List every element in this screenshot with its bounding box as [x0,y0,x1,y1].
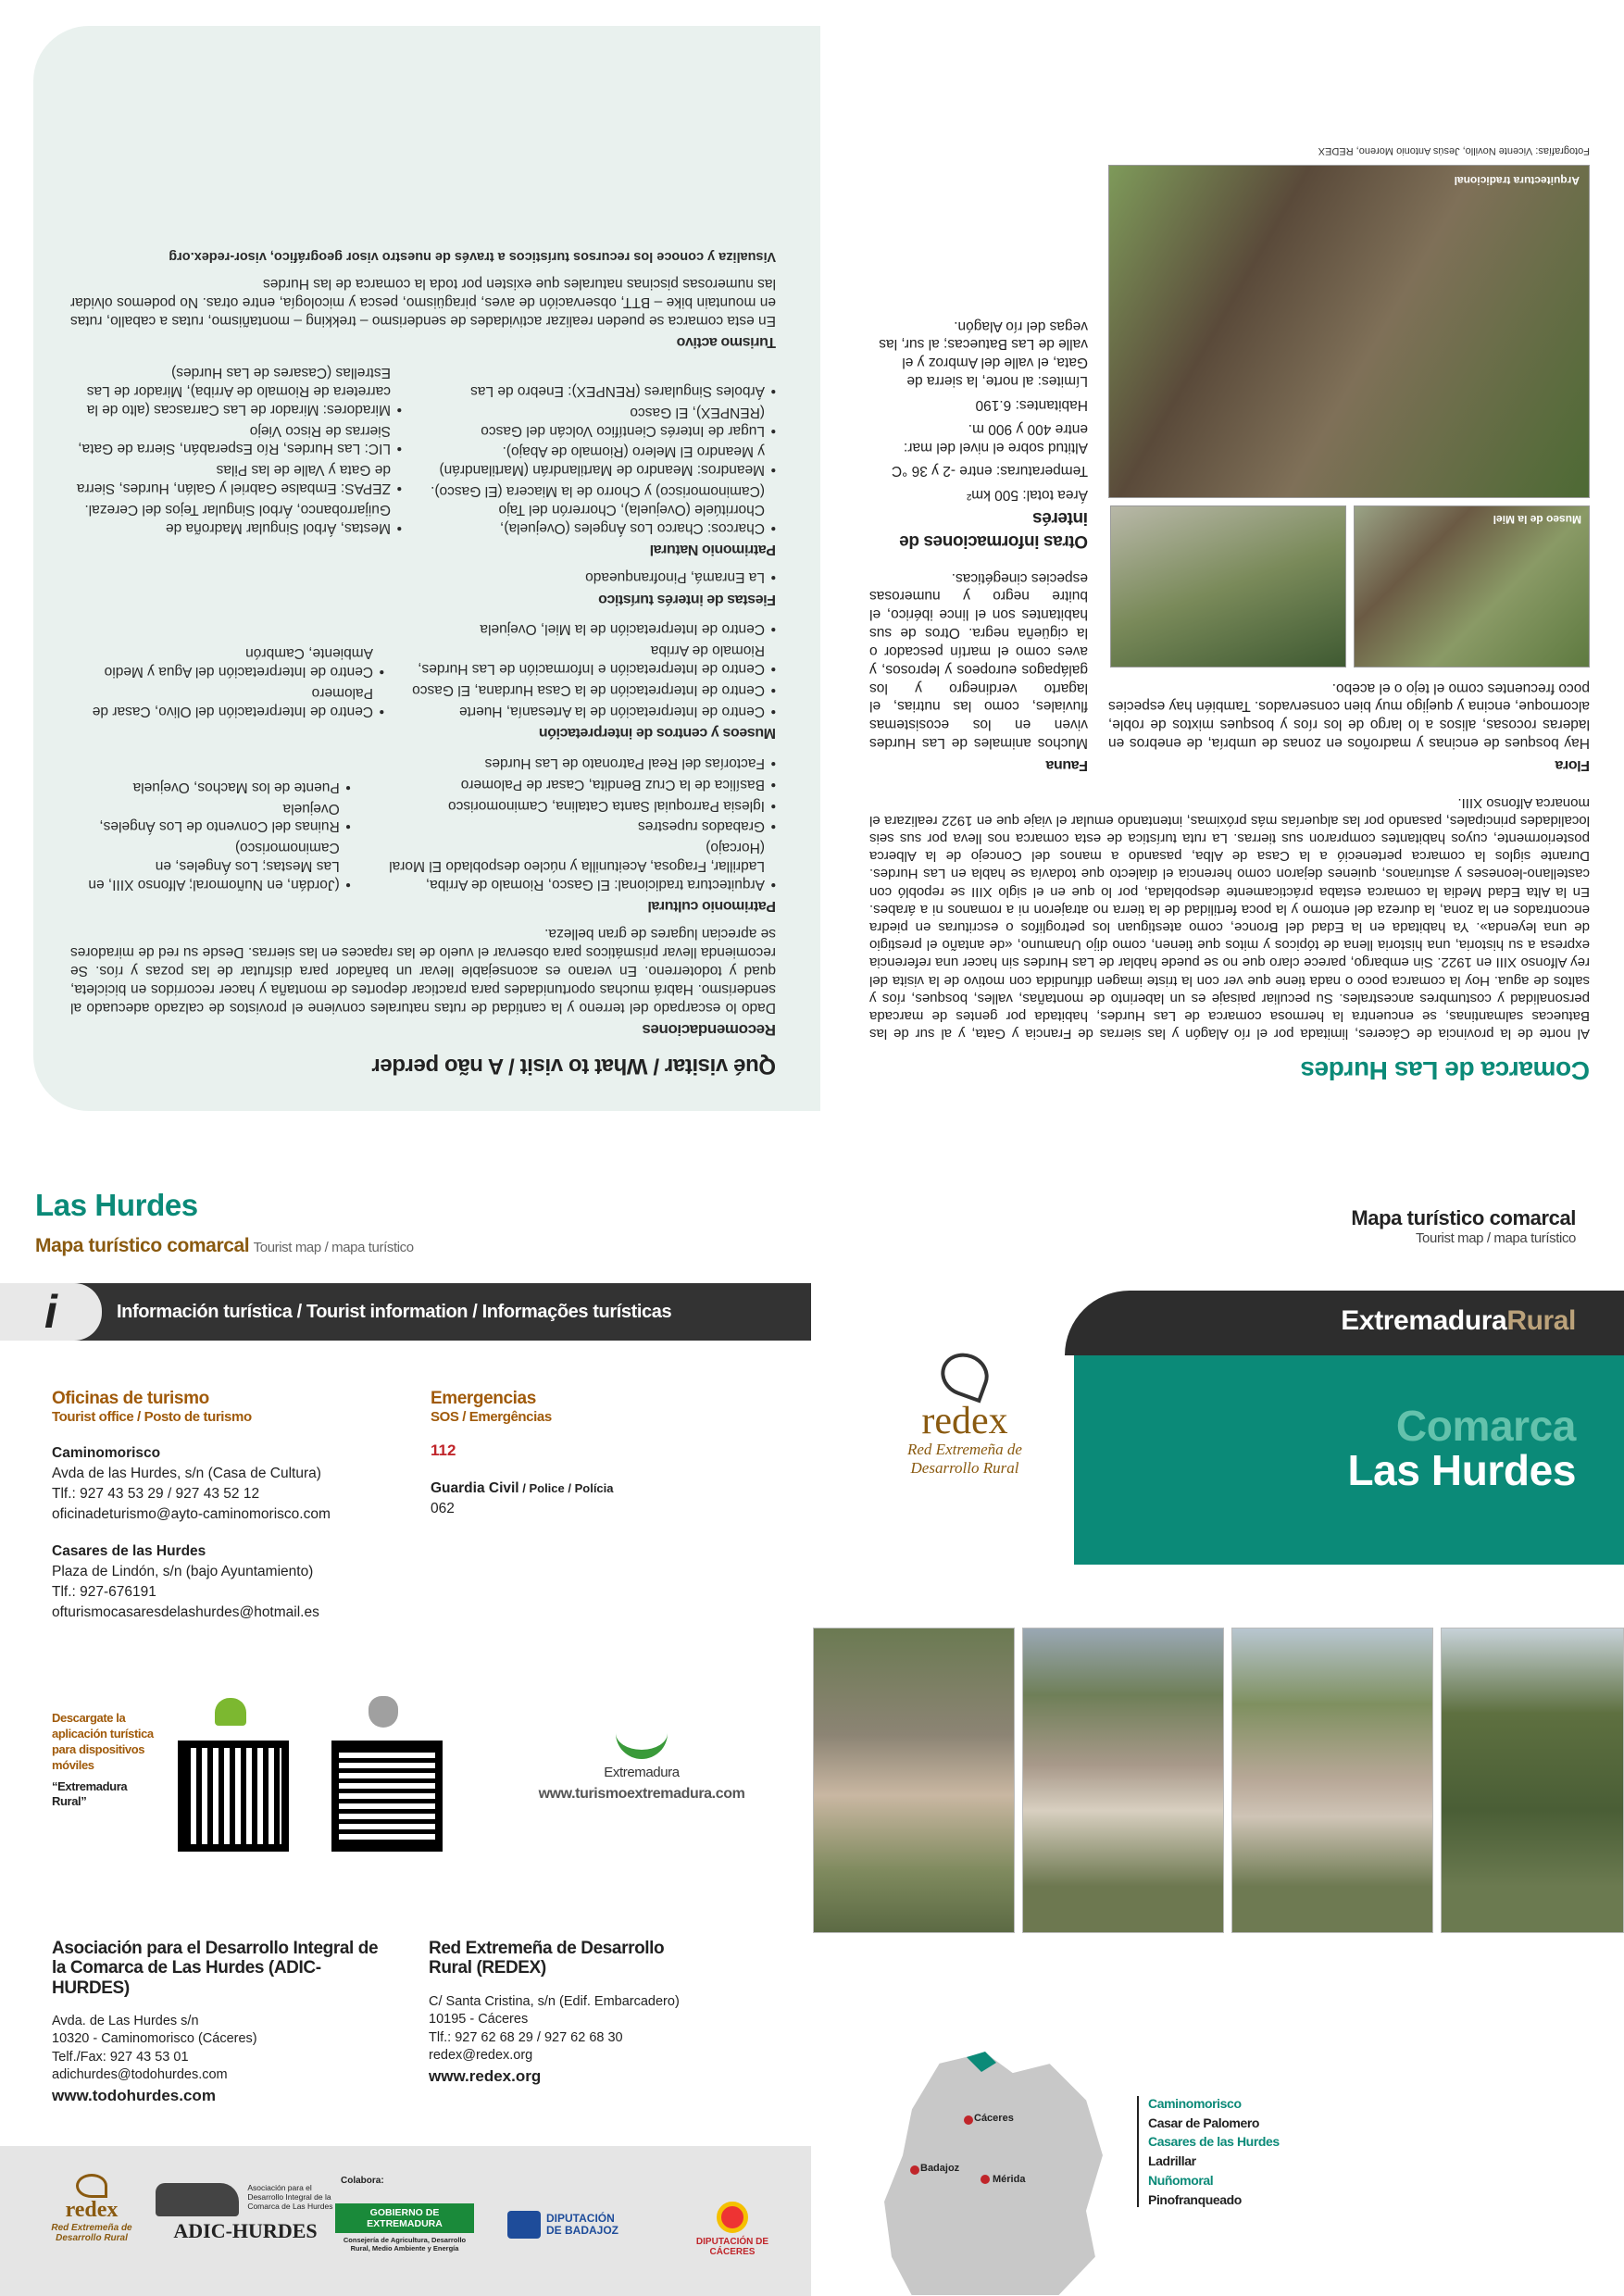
adic-website[interactable]: www.todohurdes.com [52,2087,216,2105]
turismo-heading: Turismo activo [676,334,776,351]
ext-rural-b: Rural [1506,1305,1576,1336]
honey-museum-photo [1354,505,1590,668]
turismo-extremadura-logo [507,1722,776,1803]
museos-list-right [70,618,384,720]
extremadura-label: Extremadura [604,1765,680,1780]
sponsor-adic-name: ADIC-HURDES [173,2219,318,2242]
list-item: • ZEPAS: Embalse Gabriel y Galán, Hurdes, Sierra de Gata y Valle de las Pilas [70,460,402,497]
village-photo-2 [1022,1628,1224,1933]
sponsor-gobierno-sub: Consejería de Agricultura, Desarrollo Rural, Medio Ambiente y Energía [343,2236,467,2252]
truck-icon [156,2183,239,2216]
comarca-text: Al norte de la provincia de Cáceres, limitada por el río Alagón y las sierras de Francia y Gata, y al sur de las Batuecas salmantinas, se encuentra la hermosa comarca de Las Hurdes, habitada por gentes de marcada personalidad y costumbres ancestrales. Su peculiar paisaje es un laberinto de montañas, valles, bosques, ríos y saltos de agua. Hoy la comarca poco o nada tiene que ver con la triste imagen difundida con motivo de la visita del rey Alfonso XIII en 1922. Sin embargo, parece claro que no se puede hablar de Las Hurdes sin hacer una referencia expresa a su historia, una historia llena de tópicos y mitos que tienen, como dijo Unamuno, «de antaño el prestigio de una leyenda». Ya habitada en la Edad del Bronce, como atestiguan los petroglifos o escrituras en piedra encontrados en la zona, la dureza del entorno y la poca fertilidad de la tierra no atrajeron ni a romanos ni a árabes. En la Alta Edad Media la comarca estaba prácticamente despoblada, por lo que en el siglo XIII se repobló con castellano-leoneses y asturianos, quienes dejaron como herencia el dialecto que todavía se habla en Las Hurdes. Durante siglos la comarca perteneció a la Casa de Alba, pasando a manos del Concejo de la Alberca posteriormente, cuyos habitantes compraron sus tierras. La ruta turística de esta comarca nos lleva por sus seis localidades principales, pasando por las alquerías más próximas, intentando emular el viaje que en 1922 realizara el monarca Alfonso XIII. [869,794,1590,1042]
map-label-caceres: Cáceres [974,2113,1014,2124]
guardia-label: Guardia Civil [431,1480,519,1496]
fiestas-heading: Fiestas de interés turístico [598,591,776,607]
otras-item: Área total: 500 km² [967,487,1088,504]
cultural-list-left [379,751,776,893]
sponsor-redex-sub: Red Extremeña de Desarrollo Rural [51,2223,132,2243]
list-item: • Grabados rupestres [379,817,776,836]
otras-item: Habitantes: 6.190 [975,396,1088,413]
list-item: • Basílica de la Cruz Bendita, Casar de Palomero [379,775,776,793]
natural-list-right [70,360,402,536]
sponsor-band [0,2146,811,2296]
cover-mapa-subtitle: Tourist map / mapa turístico [1415,1230,1576,1246]
list-item: • (Jordán, en Nuñomoral; Alfonso XIII, en Las Mestas; Los Ángeles, en Caminomorisco) [70,838,351,892]
app-download-text: Descargate la aplicación turística para dispositivos móviles [52,1711,154,1772]
stork-icon [76,2174,107,2198]
town-item: Ladrillar [1148,2153,1196,2169]
mapa-title-block [35,1235,414,1257]
village-photo-1 [813,1628,1015,1933]
office2-phone: Tlf.: 927-676191 [52,1584,156,1600]
town-item: Nuñomoral [1148,2172,1214,2188]
redex-phone: Tlf.: 927 62 68 29 / 927 62 68 30 [429,2029,623,2045]
list-item: • La Enramá, Pinofranqueado [70,568,776,586]
cover-comarca-block [1347,1404,1576,1493]
cover-comarca: Comarca [1395,1402,1576,1450]
city-dot [981,2175,990,2184]
town-item: Casar de Palomero [1148,2115,1260,2130]
list-item: • Centro de Interpretación e Información de Las Hurdes, Riomalo de Arriba [412,641,776,678]
ext-rural-a: Extremadura [1341,1305,1507,1336]
list-item: • Árboles Singulares (RENPEX): Enebro de Las [430,381,776,400]
adic-address2: 10320 - Caminomorisco (Cáceres) [52,2031,257,2047]
sponsor-badajoz-name: DIPUTACIÓN DE BADAJOZ [546,2211,619,2237]
otras-item: Temperaturas: entre -2 y 36 °C [891,463,1088,480]
caceres-emblem-icon [717,2202,748,2233]
guardia-sub: / Police / Polícia [518,1481,614,1495]
emergencias-block [431,1389,690,1519]
river-photo [1110,505,1346,668]
flora-text: Hay bosques de encinas y madroños en zonas de umbría, de enebros en laderas rocosas, alisos a lo largo de los ríos y bosques mixtos de roble, alcornoque, encina y quejigo muy bien conservados. También hay especies poco frecuentes como el tejo o el acebo. [1108,680,1590,752]
redex-block [429,1939,706,2086]
adic-heading: Asociación para el Desarrollo Integral de la Comarca de Las Hurdes (ADIC-HURDES) [52,1939,379,1998]
emergency-number: 112 [431,1441,456,1459]
fiestas-list [70,568,776,586]
traditional-architecture-photo [1108,165,1590,498]
city-dot [910,2165,919,2175]
list-item: • Miradores: Mirador de Las Carrascas (alto de la carretera de Riomalo de Arriba), Mirador de Las Estrellas (Casares de Las Hurdes) [70,363,402,418]
museos-heading: Museos y centros de interpretación [539,725,776,742]
list-item: • Centro de Interpretación del Olivo, Casar de Palomero [70,683,384,720]
redex-address2: 10195 - Cáceres [429,2012,529,2028]
office1-phone: Tlf.: 927 43 53 29 / 927 43 52 12 [52,1486,260,1502]
emergencias-heading: Emergencias [431,1389,536,1408]
list-item: • Arquitectura tradicional: El Gasco, Riomalo de Arriba, Ladrillar, Fragosa, Aceitunilla y núcleo despoblado El Moral (Horcajo) [379,838,776,892]
oficinas-subheading: Tourist office / Posto de turismo [52,1409,252,1425]
colabora-label: Colabora: [341,2176,384,2186]
turismo-text: En esta comarca se pueden realizar actividades de senderismo – trekking – montañismo, rutas a caballo, rutas en mountain bike – BTT, observación de aves, piragüismo, pesca y micología, entre otras. No podemos olvidar las numerosas piscinas naturales que existen por toda la comarca de las Hurdes [70,276,776,329]
natural-list-left [430,360,776,536]
photo-caption: Museo de la Miel [1493,513,1581,527]
towns-divider [1137,2096,1139,2207]
office1-email[interactable]: oficinadeturismo@ayto-caminomorisco.com [52,1506,331,1522]
turismo-url[interactable]: www.turismoextremadura.com [538,1786,745,1802]
list-item: • Iglesia Parroquial Santa Catalina, Caminomorisco [379,796,776,815]
cultural-list-right [70,751,351,893]
cover-redex-sub1: Red Extremeña de [907,1441,1022,1458]
redex-website[interactable]: www.redex.org [429,2066,542,2085]
otras-item: Límites: al norte, la sierra de Gata, el valle del Ambroz y el valle de Las Batuecas; al sur, las vegas del río Alagón. [879,318,1088,390]
recomendaciones-text: Dado lo escarpado del terreno y la cantidad de rutas naturales conviene el provistos de calzado adecuado al senderismo. Habrá muchas oportunidades para practicar deportes de montaña y hacer recorridos en bicicleta, quad y todoterreno. En verano es aconsejable llevar un bañador para disfrutar de las pozas y ríos. Se recomienda llevar prismáticos para observar el vuelo de las rapaces en las sierras. Desde su red de miradores se aprecian lugares de gran belleza. [70,926,776,1016]
adic-phone: Telf./Fax: 927 43 53 01 [52,2049,189,2065]
guardia-number: 062 [431,1501,455,1516]
las-hurdes-title: Las Hurdes [35,1188,198,1222]
cover-redex-logo [872,1354,1057,1478]
oficinas-block [52,1389,422,1623]
photo-credit: Fotografías: Vicente Novillo, Jesús Antonio Moreno, REDEX [1318,144,1590,156]
photo-caption: Arquitectura tradicional [1454,174,1580,188]
list-item: • Meandros: Meandro de Martilandrán (Martilandrán) y Meandro El Melero (Riomalo de Abajo). [430,443,776,480]
list-item: • Mestas, Árbol Singular Madroña de Guijarrobanco, Árbol Singular Tejos del Cerezal. [70,500,402,537]
stork-icon [935,1346,995,1403]
emergencias-subheading: SOS / Emergências [431,1409,552,1425]
top-right-panel [838,26,1621,1111]
extremadura-rural-title [1341,1305,1576,1337]
info-bar-label: Información turística / Tourist information / Informações turísticas [117,1301,672,1322]
sponsor-gobierno-name: GOBIERNO DE EXTREMADURA [335,2203,474,2233]
fauna-heading: Fauna [1045,756,1088,773]
info-bar [0,1283,811,1341]
android-qr-code[interactable] [178,1741,289,1852]
android-icon [215,1698,246,1726]
museos-list-left [412,618,776,720]
mapa-title: Mapa turístico comarcal [35,1235,250,1256]
sponsor-redex-logo [41,2174,143,2243]
list-item: • Puente de los Machos, Ovejuela [70,778,351,796]
office1-address: Avda de las Hurdes, s/n (Casa de Cultura) [52,1466,321,1481]
ios-qr-code[interactable] [331,1741,443,1852]
otras-heading: Otras informaciones de interés [899,508,1088,551]
otras-item: Altitud sobre el nivel del mar: entre 400 y 900 m. [903,420,1088,455]
adic-block [52,1939,394,2105]
fauna-text: Muchos animales de Las Hurdes viven en los ecosistemas fluviales, como las nutrias, el lagarto verdinegro y los galápagos europeos y leprosos, y aves como el martín pescador o la cigüeña negra. Otros de sus habitantes son el lince ibérico, el buitre negro y numerosas especies cinegéticas. [869,569,1088,752]
extremadura-logo-icon [616,1722,668,1759]
redex-email[interactable]: redex@redex.org [429,2048,533,2064]
list-item: • Centro de Interpretación de la Miel, Ovejuela [412,620,776,639]
visor-text: Visualiza y conoce los recursos turísticos a través de nuestro visor geográfico, visor-redex.org [169,249,776,265]
cover-las-hurdes: Las Hurdes [1347,1446,1576,1495]
cover-redex-name: redex [921,1400,1008,1442]
list-item: • Centro de Interpretación de la Artesanía, Huerte [412,702,776,720]
oficinas-heading: Oficinas de turismo [52,1389,209,1408]
flora-heading: Flora [1555,756,1590,773]
village-photo-3 [1231,1628,1433,1933]
office1-name: Caminomorisco [52,1445,161,1461]
sponsor-redex-name: redex [65,2198,119,2222]
badajoz-emblem-icon [507,2211,541,2239]
top-left-panel [33,26,820,1111]
app-name: “Extremadura Rural” [52,1778,128,1809]
village-photo-4 [1441,1628,1624,1933]
office2-email[interactable]: ofturismocasaresdelashurdes@hotmail.es [52,1604,319,1620]
natural-heading: Patrimonio Natural [650,542,776,558]
city-dot [964,2115,973,2125]
list-item: • Centro de Interpretación de la Casa Hurdana, El Gasco [412,680,776,699]
office2-name: Casares de las Hurdes [52,1543,206,1559]
redex-address1: C/ Santa Cristina, s/n (Edif. Embarcadero) [429,1993,680,2009]
adic-address1: Avda. de Las Hurdes s/n [52,2013,199,2028]
sponsor-adic-sub: Asociación para el Desarrollo Integral de la Comarca de Las Hurdes [247,2183,333,2211]
towns-list [1148,2094,1280,2209]
office2-address: Plaza de Lindón, s/n (bajo Ayuntamiento) [52,1564,314,1579]
redex-heading: Red Extremeña de Desarrollo Rural (REDEX) [429,1939,665,1978]
adic-email[interactable]: adichurdes@todohurdes.com [52,2067,228,2083]
town-item: Casares de las Hurdes [1148,2134,1280,2150]
recomendaciones-heading: Recomendaciones [642,1021,776,1040]
sponsor-caceres-logo [681,2202,783,2257]
town-item: Pinofranqueado [1148,2191,1242,2207]
list-item: • LIC: Las Hurdes, Río Esperabán, Sierra de Gata, Sierras de Risco Viejo [70,421,402,458]
cover-mapa-block [1351,1206,1576,1246]
extremadura-map [874,2044,1115,2296]
sponsor-adic-logo [148,2183,343,2243]
map-label-merida: Mérida [993,2174,1026,2185]
mapa-subtitle: Tourist map / mapa turístico [253,1240,414,1255]
app-text [52,1711,163,1810]
map-label-badajoz: Badajoz [920,2163,960,2174]
info-icon: i [0,1283,102,1341]
cover-white-curve [1065,1355,1343,1565]
cultural-heading: Patrimonio cultural [647,898,776,915]
town-item: Caminomorisco [1148,2096,1242,2111]
visit-title: Qué visitar / What to visit / A não perder [371,1054,776,1079]
list-item: • Ruinas del Convento de Los Ángeles, Ovejuela [70,799,351,836]
sponsor-caceres-name: DIPUTACIÓN DE CÁCERES [695,2237,769,2257]
apple-icon [369,1696,398,1728]
comarca-title: Comarca de Las Hurdes [1300,1056,1590,1085]
cover-redex-sub2: Desarrollo Rural [910,1459,1019,1477]
list-item: • Lugar de Interés Científico Volcán del Gasco (RENPEX), El Gasco [430,403,776,440]
list-item: • Charcos: Charco Los Ángeles (Ovejuela), Chorritúele (Ovejuela), Chorrerón del Tajo (Caminomorisco) y Chorro de la Miacera (El Gasco). [430,481,776,536]
list-item: • Centro de Interpretación del Agua y Medio Ambiente, Cambrón [70,643,384,680]
list-item: • Factorías del Real Patronato de Las Hurdes [379,754,776,772]
cover-mapa-title: Mapa turístico comarcal [1351,1206,1576,1229]
sponsor-badajoz-logo [507,2211,620,2239]
sponsor-gobierno-logo [335,2203,474,2252]
